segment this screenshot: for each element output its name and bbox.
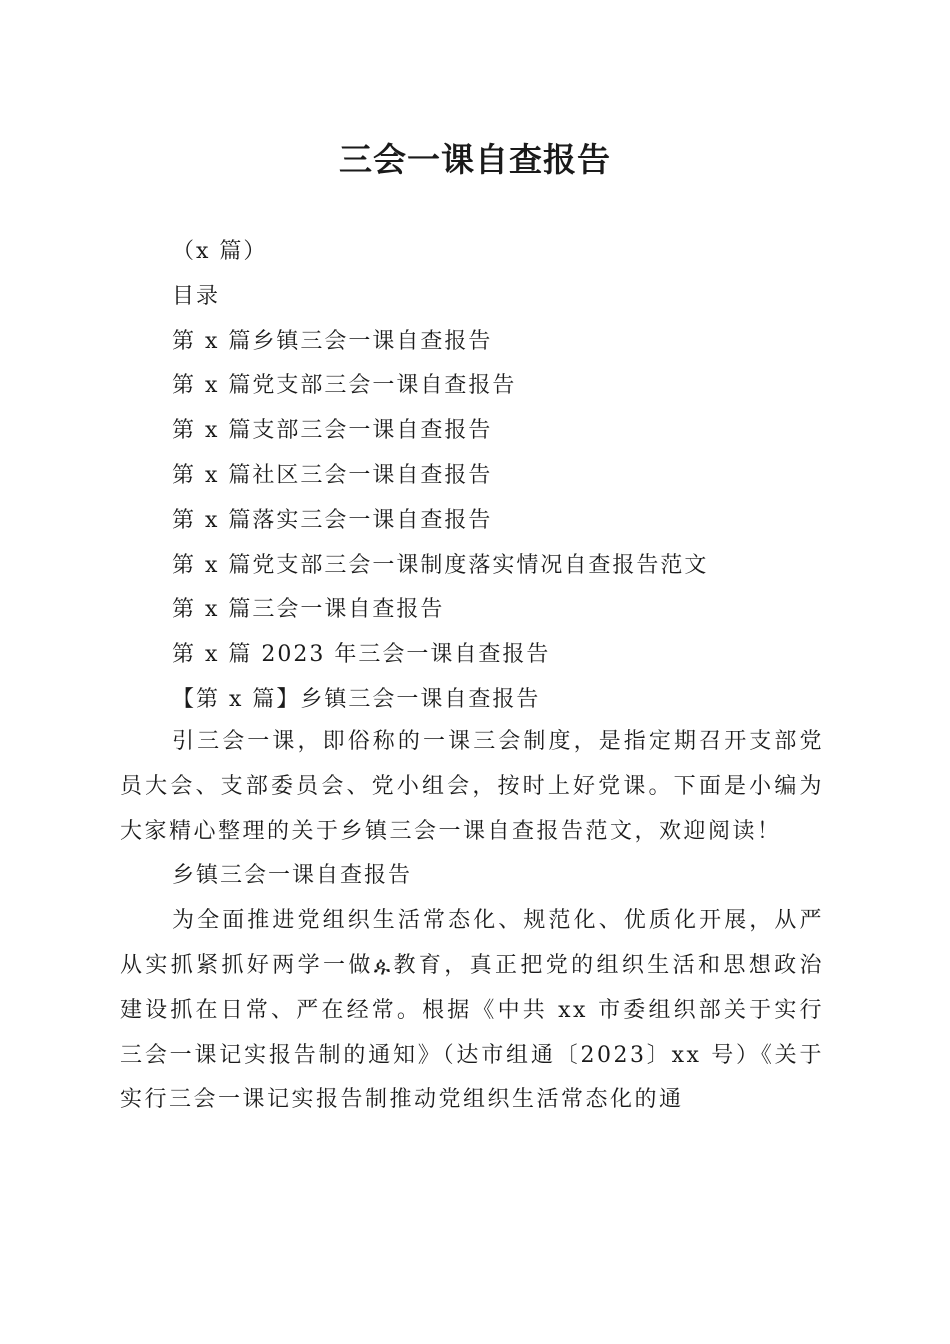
toc-item: 第 x 篇党支部三会一课自查报告 xyxy=(172,373,517,399)
toc-item: 第 x 篇乡镇三会一课自查报告 xyxy=(172,328,493,354)
toc-item: 第 x 篇 2023 年三会一课自查报告 xyxy=(172,642,551,668)
toc-item: 第 x 篇三会一课自查报告 xyxy=(172,597,445,623)
document-title: 三会一课自查报告 xyxy=(339,140,611,179)
toc-item: 第 x 篇社区三会一课自查报告 xyxy=(172,462,493,488)
toc-item: 第 x 篇落实三会一课自查报告 xyxy=(172,507,493,533)
article-subheading: 乡镇三会一课自查报告 xyxy=(172,863,413,889)
toc-heading: 目录 xyxy=(172,283,221,309)
toc-item: 第 x 篇支部三会一课自查报告 xyxy=(172,418,493,444)
article-body xyxy=(120,720,824,1123)
body-paragraph: 为全面推进党组织生活常态化、规范化、优质化开展，从严从实抓紧抓好两学一做ዹ教育，真正把党的组织生活和思想政治建设抓在日常、严在经常。根据《中共 xx 市委组织部关于实行三会一课记实报告制的通知》（达市组通〔2023〕xx 号）《关于实行三会一课记实报告制推动党组织生活常态化的通 xyxy=(120,908,824,1113)
toc-item: 第 x 篇党支部三会一课制度落实情况自查报告范文 xyxy=(172,552,709,578)
toc-count-label: （x 篇） xyxy=(172,239,268,264)
section-heading: 【第 x 篇】乡镇三会一课自查报告 xyxy=(172,686,541,712)
table-of-contents xyxy=(172,230,852,723)
intro-paragraph: 引三会一课，即俗称的一课三会制度，是指定期召开支部党员大会、支部委员会、党小组会，按时上好党课。下面是小编为大家精心整理的关于乡镇三会一课自查报告范文，欢迎阅读！ xyxy=(120,729,824,844)
